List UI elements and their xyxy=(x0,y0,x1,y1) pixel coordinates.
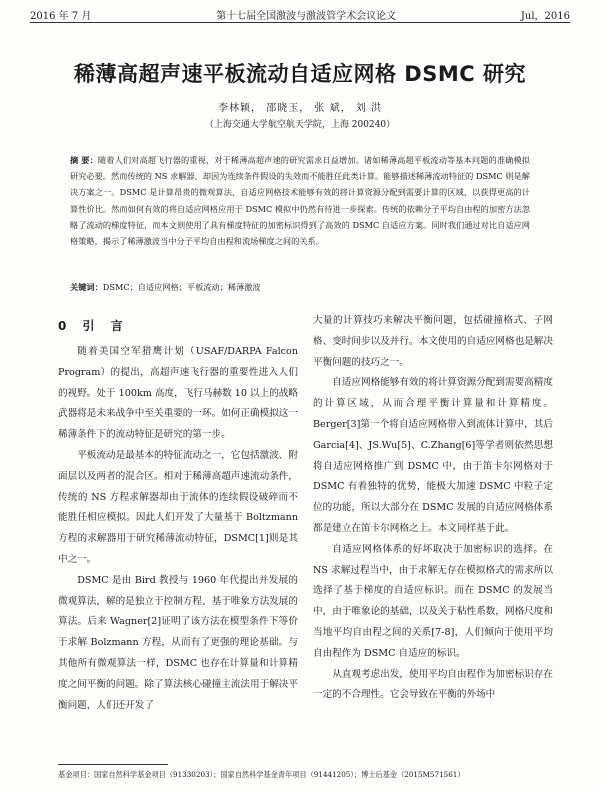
paragraph: 自适应网格体系的好坏取决于加密标识的选择。在 NS 求解过程当中，由于求解无存在模拟格式的需求所以选择了基于梯度的自适应标识。而在 DSMC 的发展当中，由于唯象论的基础，以及关于粘性系数，网格尺度和当地平均自由程之间的关系[7-8]，人们倾向于使用平均自由程作为 DSMC 自适应的标识。 xyxy=(313,543,553,659)
running-header xyxy=(30,6,570,23)
abstract-text: 随着人们对高超飞行器的重视，对于稀薄高超声速的研究需求日益增加。诸如稀薄高超平板流动等基本问题的准确模拟研究必要。然而传统的 NS 求解器，却因为连续条件假设的失效而不能胜任此类计算。能够描述稀薄流动特征的 DSMC 则是解决方案之一。DSMC 是计算昂贵的微观算法，自适应网格技术能够有效的将计算资源分配到需要计算的区域，以获得更高的计算性价比。然而如何有效的将自适应网格应用于 DSMC 模拟中仍然有待进一步探索。传统的依赖分子平均自由程的加密方法忽略了流动的梯度特征，而本文则使用了具有梯度特征的加密标识得到了高效的 DSMC 自适应方案。同时我们通过对比自适应网格策略，揭示了稀薄激波当中分子平均自由程和流场梯度之间的关系。 xyxy=(70,155,530,247)
paragraph: 大量的计算技巧来解决平衡问题，包括碰撞格式、子网格、变时间步以及并行。本文使用的自适应网格也是解决平衡问题的技巧之一。 xyxy=(313,315,553,368)
footnote-rule xyxy=(58,764,168,765)
keywords xyxy=(70,282,530,293)
abstract xyxy=(70,152,530,249)
header-date-en: Jul，2016 xyxy=(520,10,570,22)
keywords-text: DSMC；自适应网格；平板流动；稀薄激波 xyxy=(102,282,261,292)
paragraph: 从直观考虑出发，使用平均自由程作为加密标识存在一定的不合理性。它会导致在平衡的外场中 xyxy=(313,668,553,701)
paragraph: 自适应网格能够有效的将计算资源分配到需要高精度的计算区域，从而合理平衡计算量和计算精度。Berger[3]第一个将自适应网格带入到流体计算中，其后 Garcia[4]、JS.Wu[5]、C.Zhang[6]等学者则依然思想将自适应网格推广到 DSMC 中，由于笛卡尔网格对于 DSMC 有着独特的优势，能极大加速 DSMC 中粒子定位的功能，所以大部分在 DSMC 发展的自适应网格体系都是建立在笛卡尔网格之上。本文同样基于此。 xyxy=(313,377,553,534)
section-number: 0 xyxy=(58,319,73,333)
header-conference: 第十七届全国激波与激波管学术会议论文 xyxy=(216,10,397,22)
header-date: 2016 年 7 月 xyxy=(30,10,92,22)
paragraph: DSMC 是由 Bird 教授与 1960 年代提出并发展的微观算法，解的是独立于控制方程、基于唯象方法发展的算法。后来 Wagner[2]证明了该方法在模型条件下等价于求解 Bolzmann 方程，从而有了更强的理论基础。与其他所有微观算法一样，DSMC 也存在计算量和计算精度之间平衡的问题。除了算法核心碰撞主流法用于解决平衡问题，人们还开发了 xyxy=(58,574,298,711)
right-column xyxy=(313,311,553,706)
author-list: 李林颖， 邵晓玉， 张 斌， 刘 洪 xyxy=(218,103,382,114)
keywords-label: 关键词： xyxy=(70,282,103,292)
paragraph: 随着美国空军猎鹰计划（USAF/DARPA Falcon Program）的提出，高超声速飞行器的重要性进入人们的视野。处于 100km 高度，飞行马赫数 10 以上的战略武器将是未来战争中至关重要的一环。如何正确模拟这一稀薄条件下的流动特征是研究的第一步。 xyxy=(58,346,298,441)
affiliation: （上海交通大学航空航天学院，上海 200240） xyxy=(204,120,396,130)
abstract-label: 摘 要： xyxy=(70,155,98,165)
funding-footnote: 基金项目：国家自然科学基金项目（91330203）；国家自然科学基金青年项目（91441205）；博士后基金（2015M571561） xyxy=(58,770,465,779)
section-heading xyxy=(58,317,129,334)
section-title: 引 言 xyxy=(82,319,129,333)
paper-title: 稀薄高超声速平板流动自适应网格 DSMC 研究 xyxy=(74,62,526,86)
left-column xyxy=(58,342,298,716)
paragraph: 平板流动是最基本的特征流动之一，它包括激波、附面层以及两者的混合区。相对于稀薄高超声速流动条件，传统的 NS 方程求解器却由于流体的连续假设破碎而不能胜任相应模拟。因此人们开发了大量基于 Boltzmann 方程的求解器用于研究稀薄流动特征，DSMC[1]则是其中之一。 xyxy=(58,449,298,565)
